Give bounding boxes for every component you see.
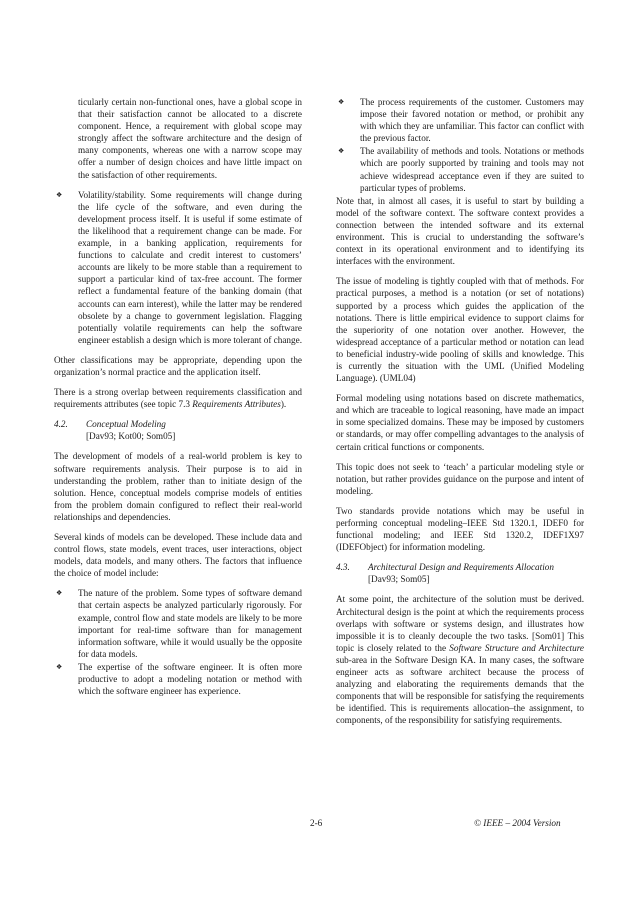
topic-reference: Requirements Attributes [192, 399, 281, 410]
paragraph-development: The development of models of a real-world problem is key to software requirements analysis. Their purpose is to aid in understanding the problem, rather than to initiate design of the solution. Hence, conceptual models comprise models of entities from the problem domain configured to reflect their real-world relationships and dependencies. [54, 451, 302, 522]
section-heading-4-3 [336, 561, 584, 573]
bullet-expertise-text: The expertise of the software engineer. It is often more productive to adopt a modeling notation or method with which the software engineer has experience. [78, 661, 302, 697]
section-number: 4.2. [54, 419, 68, 430]
section-title: Conceptual Modeling [86, 419, 166, 430]
paragraph-other-classifications: Other classifications may be appropriate, depending upon the organization’s normal practice and the application itself. [54, 354, 302, 377]
bullet-availability [336, 145, 584, 193]
continued-bullet-text: ticularly certain non-functional ones, have a global scope in that their satisfaction cannot be allocated to a discrete component. Hence, a requirement with global scope may strongly affect the software architecture and the design of many components, whereas one with a narrow scope may offer a number of design choices and have little impact on the satisfaction of other requirements. [78, 97, 302, 180]
copyright-notice: © IEEE – 2004 Version [474, 818, 561, 828]
bullet-nature-text: The nature of the problem. Some types of software demand that certain aspects be analyzed particularly rigorously. For example, control flow and state models are likely to be more important for real-time software than for management information software, while it would usually be the opposite for data models. [78, 588, 302, 659]
section-title: Architectural Design and Requirements Allocation [368, 562, 554, 573]
bullet-volatility-text: Volatility/stability. Some requirements will change during the life cycle of the software, and even during the development process itself. It is useful if some estimate of the likelihood that a requirement change can be made. For example, in a banking application, requirements for functions to calculate and credit interest to customers’ accounts are likely to be more stable than a requirement to support a particular kind of tax-free account. The former reflect a fundamental feature of the banking domain (that accounts can earn interest), while the latter may be rendered obsolete by a change to government legislation. Flagging potentially volatile requirements can help the software engineer establish a design which is more tolerant of change. [78, 189, 302, 345]
paragraph-kinds-of-models: Several kinds of models can be developed. These include data and control flows, state models, event traces, user interactions, object models, data models, and many others. The factors that influence the choice of model include: [54, 532, 302, 579]
bullet-process [336, 96, 584, 144]
section-references: [Dav93; Som05] [368, 574, 430, 585]
bullet-nature [54, 587, 302, 660]
diamond-bullet-icon: ❖ [56, 662, 63, 671]
diamond-bullet-icon: ❖ [56, 589, 63, 598]
section-number: 4.3. [336, 562, 350, 573]
bullet-process-text: The process requirements of the customer. Customers may impose their favored notation or method, or prohibit any with which they are unfamiliar. This factor can conflict with the previous factor. [360, 97, 584, 144]
right-column [336, 96, 584, 735]
diamond-bullet-icon: ❖ [338, 147, 345, 156]
left-column [54, 96, 302, 698]
paragraph-note: Note that, in almost all cases, it is useful to start by building a model of the software context. The software context provides a connection between the intended software and its external environment. This is crucial to understanding the software’s context in its operational environment and to identifying its interfaces with the environment. [336, 195, 584, 267]
bullet-availability-text: The availability of methods and tools. Notations or methods which are poorly supported by training and tools may not achieve widespread acceptance even if they are suited to particular types of problems. [360, 146, 584, 193]
paragraph-topic: This topic does not seek to ‘teach’ a particular modeling style or notation, but rather provides guidance on the purpose and intent of modeling. [336, 461, 584, 496]
diamond-bullet-icon: ❖ [338, 98, 345, 106]
paragraph-issue: The issue of modeling is tightly coupled with that of methods. For practical purposes, a method is a notation (or set of notations) supported by a process which guides the application of the notations. There is little empirical evidence to support claims for the superiority of one notation over another. However, the widespread acceptance of a particular method or notation can lead to beneficial industry-wide pooling of skills and knowledge. This is currently the situation with the UML (Unified Modeling Language). (UML04) [336, 276, 584, 384]
section-heading-4-2 [54, 418, 302, 430]
diamond-bullet-icon: ❖ [56, 190, 63, 199]
bullet-volatility [54, 189, 302, 346]
paragraph-architecture: At some point, the architecture of the solution must be derived. Architectural design is the point at which the requirements process overlaps with software or systems design, and illustrates how impossible it is to cleanly decouple the two tasks. [Som01] This topic is closely related to the Software Structure and Architecture sub-area in the Software Design KA. In many cases, the software engineer acts as software architect because the process of analyzing and elaborating the requirements demands that the components that will be responsible for satisfying the requirements be identified. This is requirements allocation–the assignment, to components, of the responsibility for satisfying requirements. [336, 594, 585, 726]
section-references: [Dav93; Kot00; Som05] [86, 431, 176, 442]
paragraph-overlap: There is a strong overlap between requirements classification and requirements attributes (see topic 7.3 Requirements Attributes). [54, 387, 302, 410]
paragraph-formal: Formal modeling using notations based on discrete mathematics, and which are traceable to logical reasoning, have made an impact in some specialized domains. These may be imposed by customers or standards, or may offer compelling advantages to the analysis of certain critical functions or components. [336, 393, 584, 452]
bullet-expertise [54, 661, 302, 697]
paragraph-standards: Two standards provide notations which may be useful in performing conceptual modeling–IEEE Std 1320.1, IDEF0 for functional modeling; and IEEE Std 1320.2, IDEF1X97 (IDEFObject) for information modeling. [336, 505, 584, 553]
page-number: 2-6 [310, 818, 323, 828]
subarea-reference: Software Structure and Architecture [449, 642, 585, 653]
